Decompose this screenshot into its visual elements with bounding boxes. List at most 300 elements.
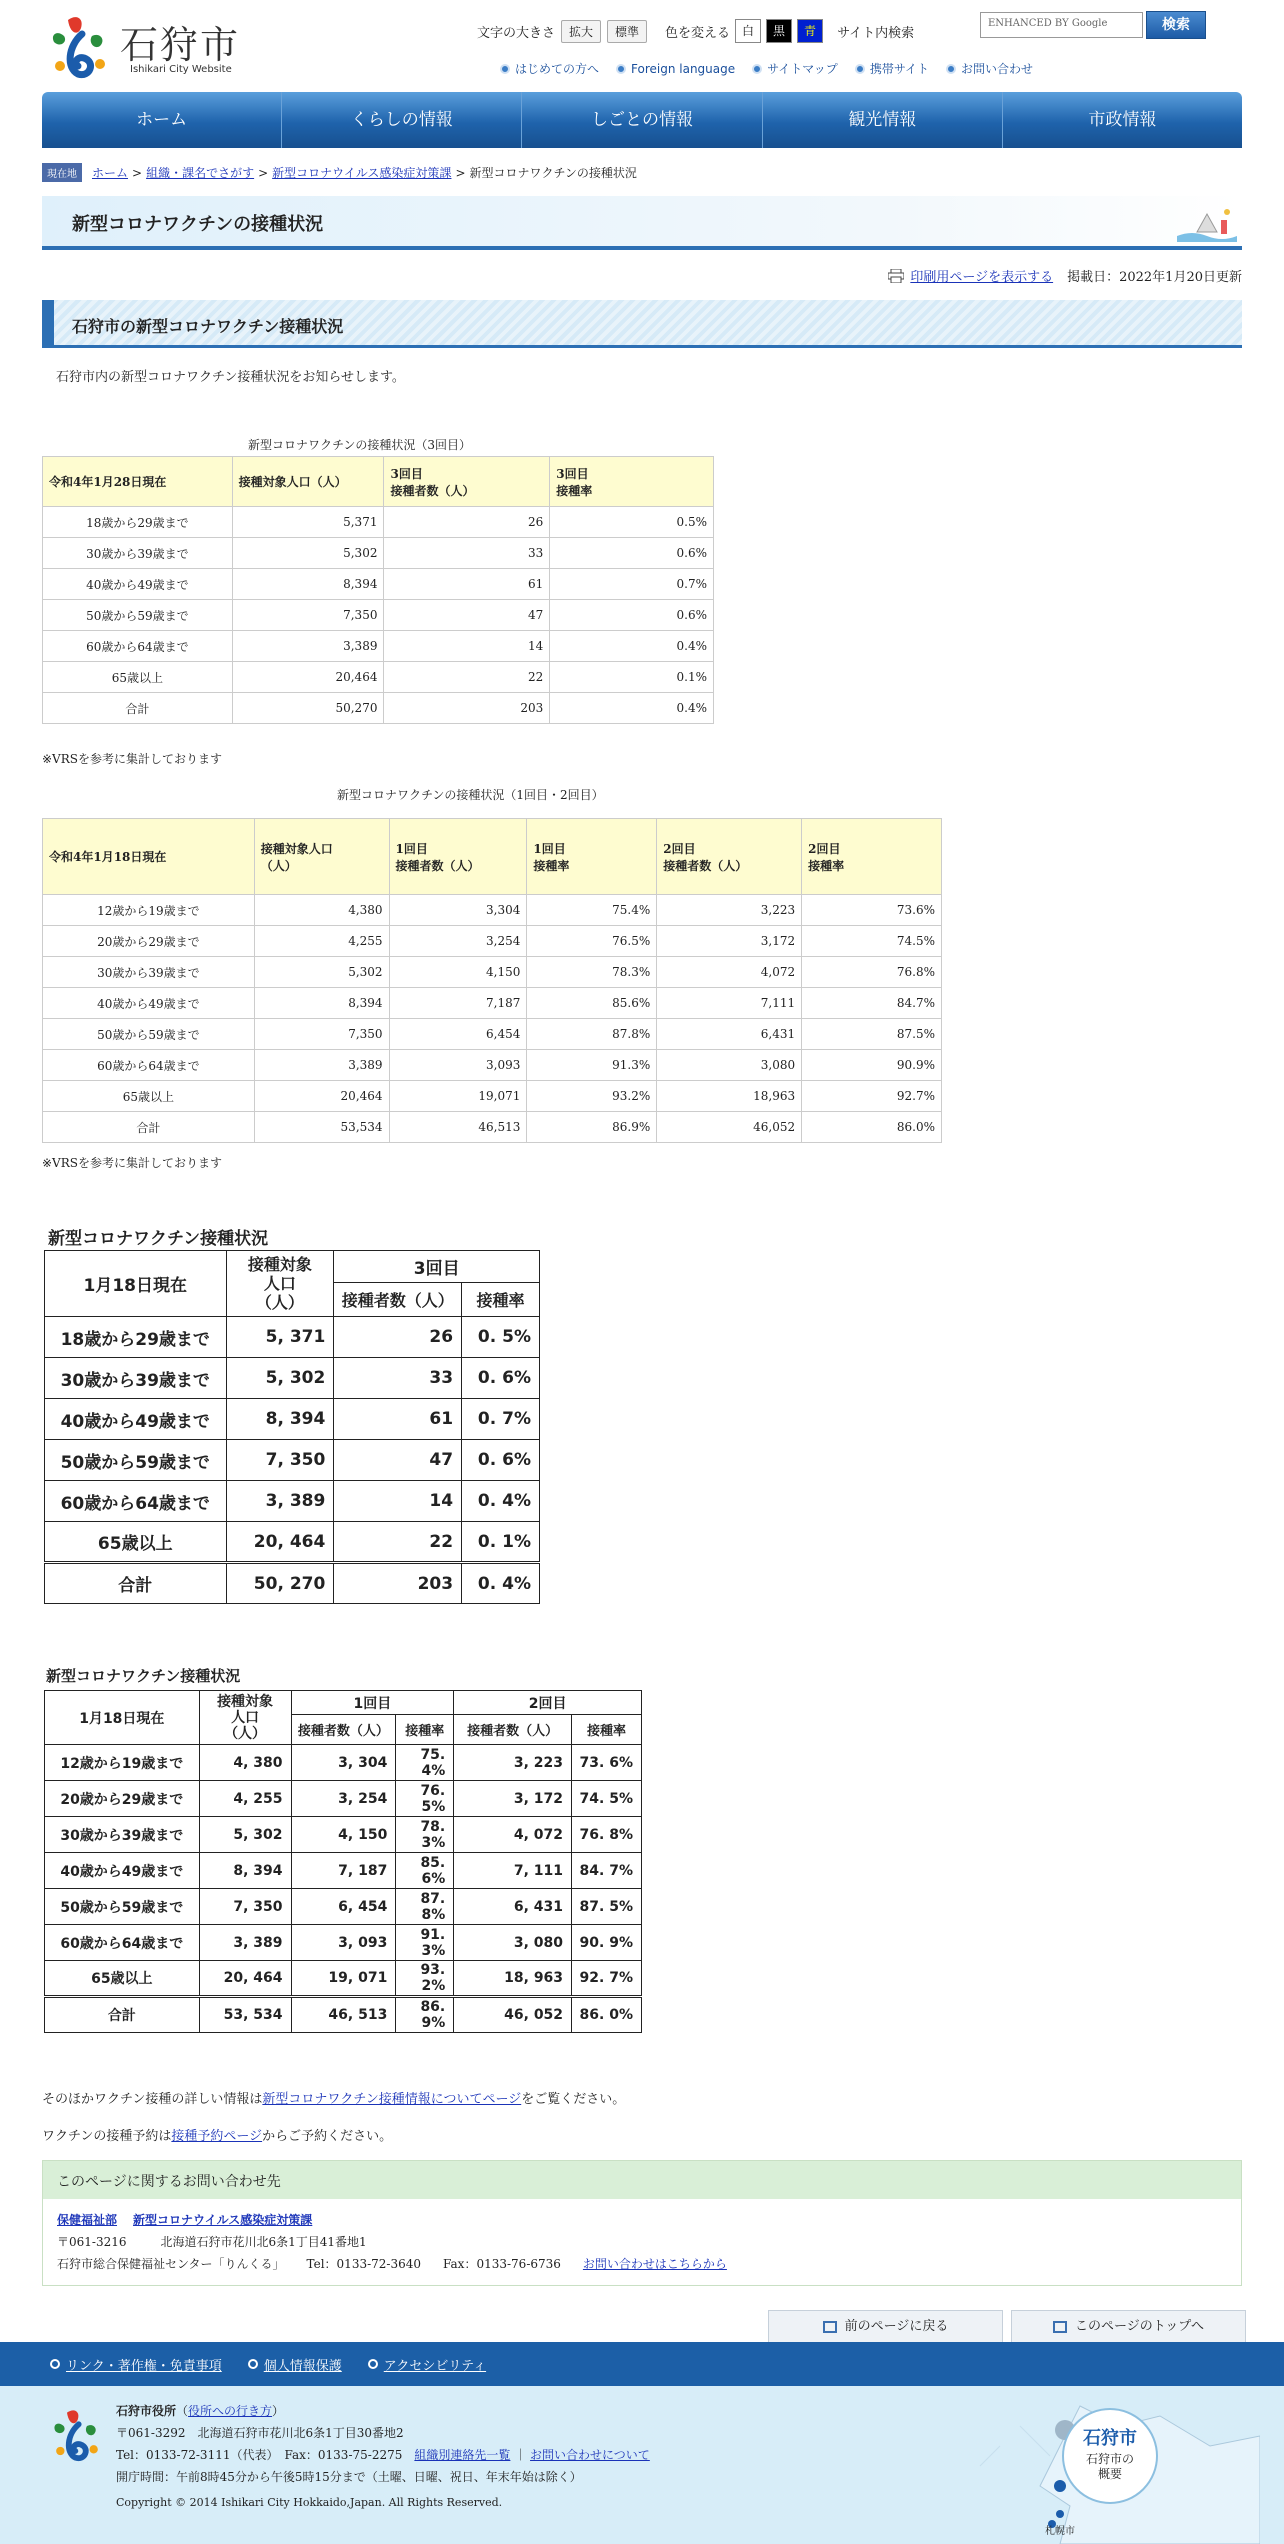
table-cell: 87. 5% — [572, 1889, 642, 1925]
table-3rd-dose — [42, 456, 714, 724]
font-enlarge-button[interactable]: 拡大 — [561, 20, 601, 43]
table-cell: 0.4% — [550, 693, 714, 724]
intro-text: 石狩市内の新型コロナワクチン接種状況をお知らせします。 — [56, 370, 405, 385]
table-cell: 7,350 — [232, 600, 384, 631]
table-header: 3回目 接種率 — [550, 457, 714, 507]
table-cell: 78. 3% — [396, 1817, 454, 1853]
contact-address: 北海道石狩市花川北6条1丁目41番地1 — [160, 2235, 367, 2249]
up-arrow-icon — [1053, 2321, 1067, 2333]
footer-info: 石狩市役所（役所への行き方） 〒061-3292 北海道石狩市花川北6条1丁目30番地2 Tel：0133-72-3111（代表） Fax：0133-75-2275 組織別連絡先一覧 ｜ お問い合わせについて 開庁時間：午前8時45分から午後5時15分まで（土曜、日曜、祝日、年末年始は除く） Copyright © 2014 Ishikari City Hokkaido,Japan. All Rights Reserved. — [116, 2400, 650, 2514]
table-cell: 0. 4% — [462, 1481, 540, 1522]
table-row — [43, 1019, 942, 1050]
nav-living[interactable]: くらしの情報 — [282, 92, 522, 148]
table-cell: 46, 513 — [291, 1997, 396, 2033]
table-cell: 4, 072 — [454, 1817, 572, 1853]
row-label: 50歳から59歳まで — [43, 1019, 255, 1050]
page-buttons — [760, 2310, 1246, 2344]
image-table-header: 接種者数（人） — [334, 1283, 462, 1317]
table-row — [45, 1440, 540, 1481]
table-row — [43, 507, 714, 538]
table-row — [45, 1817, 642, 1853]
table-row — [43, 926, 942, 957]
table-cell: 93.2% — [527, 1081, 657, 1112]
table-cell: 20,464 — [254, 1081, 389, 1112]
table-cell: 3, 172 — [454, 1781, 572, 1817]
table-cell: 33 — [334, 1358, 462, 1399]
table-cell: 0.6% — [550, 600, 714, 631]
vrs-note: ※VRSを参考に集計しております — [42, 752, 222, 766]
city-logo-icon — [50, 2406, 104, 2466]
row-label: 40歳から49歳まで — [45, 1399, 227, 1440]
image-table-12-title: 新型コロナワクチン接種状況 — [46, 1667, 241, 1685]
table-header: 1回目 接種率 — [527, 819, 657, 895]
table-row — [43, 631, 714, 662]
table-header: 1回目 接種者数（人） — [389, 819, 527, 895]
back-button[interactable]: 前のページに戻る — [768, 2310, 1003, 2344]
bullet-icon — [500, 64, 510, 74]
table-cell: 92. 7% — [572, 1961, 642, 1997]
table-cell: 3,304 — [389, 895, 527, 926]
table-cell: 53, 534 — [199, 1997, 291, 2033]
contact-fax: Fax：0133-76-6736 — [443, 2257, 561, 2271]
table-cell: 47 — [334, 1440, 462, 1481]
breadcrumb-current: 新型コロナワクチンの接種状況 — [469, 166, 637, 180]
table-row — [45, 1781, 642, 1817]
row-label: 30歳から39歳まで — [45, 1358, 227, 1399]
bullet-icon — [855, 64, 865, 74]
table-cell: 6,454 — [389, 1019, 527, 1050]
bullet-icon — [616, 64, 626, 74]
table-cell: 7, 350 — [199, 1889, 291, 1925]
table-12-caption: 新型コロナワクチンの接種状況（1回目・2回目） — [337, 788, 604, 802]
map-city-name: 石狩市 — [1083, 2428, 1137, 2449]
nav-home[interactable]: ホーム — [42, 92, 282, 148]
table-cell: 19, 071 — [291, 1961, 396, 1997]
footer-link-privacy[interactable]: 個人情報保護 — [248, 2355, 342, 2374]
bullet-icon — [50, 2359, 60, 2369]
table-1st-2nd-dose — [42, 818, 942, 1143]
table-cell: 87.8% — [527, 1019, 657, 1050]
table-cell: 5, 302 — [199, 1817, 291, 1853]
footer-inquiry-link[interactable]: お問い合わせについて — [530, 2448, 650, 2462]
table-cell: 8,394 — [232, 569, 384, 600]
table-row — [45, 1358, 540, 1399]
search-button[interactable]: 検索 — [1146, 11, 1206, 39]
image-table-header: 1月18日現在 — [45, 1251, 227, 1317]
table-cell: 76. 5% — [396, 1781, 454, 1817]
table-cell: 33 — [384, 538, 550, 569]
accessibility-tools — [477, 18, 914, 44]
row-label: 40歳から49歳まで — [43, 988, 255, 1019]
table-cell: 20,464 — [232, 662, 384, 693]
map-sapporo-label: 札幌市 — [1045, 2526, 1075, 2537]
table-cell: 84.7% — [802, 988, 942, 1019]
breadcrumb-here-badge: 現在地 — [42, 163, 82, 182]
search-input[interactable]: ENHANCED BY Google — [980, 12, 1143, 38]
table-cell: 86. 0% — [572, 1997, 642, 2033]
table-cell: 0.7% — [550, 569, 714, 600]
image-table-header: 接種率 — [462, 1283, 540, 1317]
table-row — [45, 1481, 540, 1522]
row-label: 合計 — [43, 1112, 255, 1143]
table-row — [43, 538, 714, 569]
section-heading: 石狩市の新型コロナワクチン接種状況 — [72, 317, 344, 336]
contact-center: 石狩市総合保健福祉センター「りんくる」 — [57, 2257, 285, 2271]
table-row — [43, 1081, 942, 1112]
table-cell: 3, 080 — [454, 1925, 572, 1961]
row-label: 18歳から29歳まで — [43, 507, 233, 538]
table-cell: 50, 270 — [226, 1563, 334, 1604]
seaside-illustration-icon — [1177, 202, 1237, 242]
footer-link-copyright[interactable]: リンク・著作権・免責事項 — [50, 2355, 222, 2374]
table-cell: 0.4% — [550, 631, 714, 662]
table-cell: 5, 302 — [226, 1358, 334, 1399]
table-cell: 3, 389 — [226, 1481, 334, 1522]
print-page-link[interactable]: 印刷用ページを表示する — [910, 270, 1054, 285]
table-cell: 0.5% — [550, 507, 714, 538]
bullet-icon — [946, 64, 956, 74]
row-label: 65歳以上 — [43, 1081, 255, 1112]
table-cell: 4,255 — [254, 926, 389, 957]
table-row — [43, 957, 942, 988]
table-cell: 4,072 — [657, 957, 802, 988]
table-cell: 46, 052 — [454, 1997, 572, 2033]
breadcrumb-org-search[interactable]: 組織・課名でさがす — [146, 166, 255, 180]
table-cell: 7, 187 — [291, 1853, 396, 1889]
breadcrumb-separator: > — [132, 165, 143, 180]
info-line-details: そのほかワクチン接種の詳しい情報は新型コロナワクチン接種情報についてページをご覧ください。 — [42, 2092, 626, 2107]
footer-map-banner[interactable] — [960, 2386, 1260, 2544]
table-cell: 73. 6% — [572, 1745, 642, 1781]
image-table-header: 1月18日現在 — [45, 1691, 200, 1745]
row-label: 40歳から49歳まで — [45, 1853, 200, 1889]
table-cell: 5,302 — [254, 957, 389, 988]
row-label: 60歳から64歳まで — [45, 1481, 227, 1522]
table-row — [43, 569, 714, 600]
row-label: 12歳から19歳まで — [45, 1745, 200, 1781]
section-heading-bar — [42, 300, 54, 345]
image-table-header: 2回目 — [454, 1691, 642, 1715]
contact-box — [42, 2160, 1242, 2286]
table-cell: 61 — [384, 569, 550, 600]
table-cell: 85. 6% — [396, 1853, 454, 1889]
table-cell: 85.6% — [527, 988, 657, 1019]
table-row — [43, 895, 942, 926]
table-cell: 0. 1% — [462, 1522, 540, 1563]
table-row — [45, 1563, 540, 1604]
row-label: 合計 — [45, 1563, 227, 1604]
table-cell: 0. 7% — [462, 1399, 540, 1440]
posted-date: 掲載日：2022年1月20日更新 — [1067, 270, 1242, 285]
table-cell: 76. 8% — [572, 1817, 642, 1853]
breadcrumb-covid-division[interactable]: 新型コロナウイルス感染症対策課 — [272, 166, 452, 180]
section-heading-box — [42, 300, 1242, 348]
table-row — [45, 1745, 642, 1781]
table-cell: 203 — [334, 1563, 462, 1604]
table-row — [45, 1522, 540, 1563]
table-cell: 75. 4% — [396, 1745, 454, 1781]
table-cell: 5,371 — [232, 507, 384, 538]
site-header — [0, 0, 1284, 92]
header-sublinks — [500, 60, 1050, 77]
table-row — [43, 600, 714, 631]
row-label: 40歳から49歳まで — [43, 569, 233, 600]
table-cell: 19,071 — [389, 1081, 527, 1112]
table-cell: 73.6% — [802, 895, 942, 926]
table-header: 2回目 接種率 — [802, 819, 942, 895]
contact-section-link[interactable]: 新型コロナウイルス感染症対策課 — [133, 2213, 313, 2227]
table-cell: 4,150 — [389, 957, 527, 988]
page-title: 新型コロナワクチンの接種状況 — [72, 214, 324, 235]
table-cell: 74. 5% — [572, 1781, 642, 1817]
table-cell: 86. 9% — [396, 1997, 454, 2033]
table-cell: 78.3% — [527, 957, 657, 988]
table-cell: 20, 464 — [199, 1961, 291, 1997]
bullet-icon — [752, 64, 762, 74]
table-cell: 203 — [384, 693, 550, 724]
table-cell: 0. 5% — [462, 1317, 540, 1358]
nav-tourism[interactable]: 観光情報 — [763, 92, 1003, 148]
table-cell: 53,534 — [254, 1112, 389, 1143]
table-cell: 7,350 — [254, 1019, 389, 1050]
row-label: 12歳から19歳まで — [43, 895, 255, 926]
table-cell: 7, 350 — [226, 1440, 334, 1481]
row-label: 30歳から39歳まで — [43, 538, 233, 569]
table-header: 3回目 接種者数（人） — [384, 457, 550, 507]
table-cell: 0. 6% — [462, 1440, 540, 1481]
footer — [0, 2386, 1284, 2544]
table-cell: 14 — [334, 1481, 462, 1522]
table-cell: 20, 464 — [226, 1522, 334, 1563]
bullet-icon — [248, 2359, 258, 2369]
table-cell: 47 — [384, 600, 550, 631]
table-cell: 92.7% — [802, 1081, 942, 1112]
table-cell: 86.9% — [527, 1112, 657, 1143]
table-cell: 7,187 — [389, 988, 527, 1019]
table-cell: 90. 9% — [572, 1925, 642, 1961]
image-table-header: 接種率 — [396, 1715, 454, 1745]
table-cell: 75.4% — [527, 895, 657, 926]
nav-city-government[interactable]: 市政情報 — [1088, 110, 1157, 130]
table-cell: 18, 963 — [454, 1961, 572, 1997]
table-cell: 0. 4% — [462, 1563, 540, 1604]
table-row — [43, 1112, 942, 1143]
row-label: 60歳から64歳まで — [43, 631, 233, 662]
nav-business[interactable]: しごとの情報 — [522, 92, 762, 148]
image-table-header: 接種率 — [572, 1715, 642, 1745]
sublink-sitemap[interactable]: サイトマップ — [752, 60, 838, 77]
table-cell: 18,963 — [657, 1081, 802, 1112]
table-cell: 3,093 — [389, 1050, 527, 1081]
contact-dept-link[interactable]: 保健福祉部 — [57, 2213, 118, 2227]
table-header: 令和4年1月18日現在 — [43, 819, 255, 895]
table-3rd-caption: 新型コロナワクチンの接種状況（3回目） — [248, 438, 472, 452]
footer-link-accessibility[interactable]: アクセシビリティ — [368, 2355, 486, 2374]
table-row — [45, 1925, 642, 1961]
table-cell: 3,172 — [657, 926, 802, 957]
image-table-header: 1回目 — [291, 1691, 454, 1715]
table-cell: 4, 380 — [199, 1745, 291, 1781]
table-header: 2回目 接種者数（人） — [657, 819, 802, 895]
table-cell: 87.5% — [802, 1019, 942, 1050]
row-label: 65歳以上 — [45, 1961, 200, 1997]
contact-zip: 〒061-3216 — [57, 2235, 127, 2249]
row-label: 30歳から39歳まで — [45, 1817, 200, 1853]
breadcrumb-home[interactable]: ホーム — [92, 166, 129, 180]
row-label: 60歳から64歳まで — [43, 1050, 255, 1081]
table-cell: 46,052 — [657, 1112, 802, 1143]
table-cell: 3, 304 — [291, 1745, 396, 1781]
page-top-button[interactable]: このページのトップへ — [1011, 2310, 1246, 2344]
reservation-link[interactable]: 接種予約ページ — [171, 2129, 263, 2144]
breadcrumb-separator: > — [455, 165, 466, 180]
image-table-1st-2nd-dose — [44, 1690, 642, 2033]
table-row — [43, 693, 714, 724]
table-row — [45, 1997, 642, 2033]
table-cell: 7, 111 — [454, 1853, 572, 1889]
table-cell: 3,254 — [389, 926, 527, 957]
map-city-circle[interactable] — [1062, 2408, 1158, 2504]
printer-icon — [888, 269, 904, 283]
image-table-header: 接種対象 人口 （人） — [226, 1251, 334, 1317]
site-logo-subtitle: Ishikari City Website — [130, 64, 232, 75]
sublink-mobile[interactable]: 携帯サイト — [855, 60, 929, 77]
footer-copyright: Copyright © 2014 Ishikari City Hokkaido,Japan. All Rights Reserved. — [116, 2496, 503, 2509]
table-cell: 14 — [384, 631, 550, 662]
table-cell: 6,431 — [657, 1019, 802, 1050]
city-logo-icon[interactable] — [48, 12, 112, 84]
table-cell: 4, 150 — [291, 1817, 396, 1853]
table-cell: 0.6% — [550, 538, 714, 569]
row-label: 20歳から29歳まで — [45, 1781, 200, 1817]
table-header: 令和4年1月28日現在 — [43, 457, 233, 507]
table-cell: 46,513 — [389, 1112, 527, 1143]
row-label: 65歳以上 — [45, 1522, 227, 1563]
page-title-box — [42, 196, 1242, 250]
footer-org-contacts-link[interactable]: 組織別連絡先一覧 — [414, 2448, 511, 2462]
image-table-header: 3回目 — [334, 1251, 540, 1283]
info-line-reservation: ワクチンの接種予約は接種予約ページからご予約ください。 — [42, 2129, 393, 2144]
color-label: 色を変える — [665, 25, 731, 41]
contact-body — [43, 2199, 1241, 2285]
vrs-note: ※VRSを参考に集計しております — [42, 1156, 222, 1170]
contact-heading: このページに関するお問い合わせ先 — [43, 2161, 1241, 2199]
breadcrumb — [42, 163, 637, 182]
sublink-contact[interactable]: お問い合わせ — [946, 60, 1033, 77]
bullet-icon — [368, 2359, 378, 2369]
row-label: 20歳から29歳まで — [43, 926, 255, 957]
table-cell: 6, 454 — [291, 1889, 396, 1925]
image-table-header: 接種者数（人） — [454, 1715, 572, 1745]
map-city-overview: 石狩市の 概要 — [1085, 2452, 1134, 2481]
table-cell: 61 — [334, 1399, 462, 1440]
table-row — [45, 1889, 642, 1925]
table-row — [43, 988, 942, 1019]
breadcrumb-separator: > — [258, 165, 269, 180]
row-label: 50歳から59歳まで — [43, 600, 233, 631]
site-search-label: サイト内検索 — [837, 25, 915, 41]
table-cell: 0.1% — [550, 662, 714, 693]
sublink-foreign-language[interactable]: Foreign language — [616, 60, 735, 77]
image-table-header: 接種対象 人口 （人） — [199, 1691, 291, 1745]
row-label: 30歳から39歳まで — [43, 957, 255, 988]
back-arrow-icon — [823, 2321, 837, 2333]
table-row — [43, 662, 714, 693]
table-cell: 8, 394 — [199, 1853, 291, 1889]
row-label: 18歳から29歳まで — [45, 1317, 227, 1358]
table-cell: 4,380 — [254, 895, 389, 926]
table-header: 接種対象人口 （人） — [254, 819, 389, 895]
table-cell: 3, 223 — [454, 1745, 572, 1781]
print-line — [888, 266, 1242, 285]
table-cell: 8, 394 — [226, 1399, 334, 1440]
table-row — [45, 1961, 642, 1997]
row-label: 50歳から59歳まで — [45, 1440, 227, 1481]
table-cell: 3, 093 — [291, 1925, 396, 1961]
table-cell: 3, 254 — [291, 1781, 396, 1817]
contact-tel: Tel：0133-72-3640 — [306, 2257, 422, 2271]
table-cell: 7,111 — [657, 988, 802, 1019]
sublink-beginners[interactable]: はじめての方へ — [500, 60, 599, 77]
color-black-button[interactable]: 黒 — [766, 19, 792, 43]
global-nav — [42, 92, 1242, 148]
row-label: 65歳以上 — [43, 662, 233, 693]
table-cell: 4, 255 — [199, 1781, 291, 1817]
table-cell: 91.3% — [527, 1050, 657, 1081]
footer-hours: 開庁時間：午前8時45分から午後5時15分まで（土曜、日曜、祝日、年末年始は除く） — [116, 2470, 582, 2484]
footer-tel: Tel：0133-72-3111（代表） Fax：0133-75-2275 — [116, 2448, 403, 2462]
footer-links-bar — [0, 2342, 1284, 2386]
table-row — [45, 1853, 642, 1889]
table-cell: 86.0% — [802, 1112, 942, 1143]
row-label: 合計 — [45, 1997, 200, 2033]
table-cell: 84. 7% — [572, 1853, 642, 1889]
table-cell: 74.5% — [802, 926, 942, 957]
footer-address: 〒061-3292 北海道石狩市花川北6条1丁目30番地2 — [116, 2426, 404, 2440]
site-logo-text[interactable]: 石狩市 — [120, 23, 241, 67]
vaccine-info-link[interactable]: 新型コロナワクチン接種情報についてページ — [262, 2092, 522, 2107]
table-cell: 26 — [384, 507, 550, 538]
table-cell: 93. 2% — [396, 1961, 454, 1997]
table-cell: 90.9% — [802, 1050, 942, 1081]
table-row — [45, 1317, 540, 1358]
table-cell: 6, 431 — [454, 1889, 572, 1925]
contact-form-link[interactable]: お問い合わせはこちらから — [582, 2257, 727, 2271]
row-label: 50歳から59歳まで — [45, 1889, 200, 1925]
table-cell: 3,389 — [232, 631, 384, 662]
table-cell: 50,270 — [232, 693, 384, 724]
color-white-button[interactable]: 白 — [735, 19, 761, 43]
table-cell: 5, 371 — [226, 1317, 334, 1358]
table-cell: 87. 8% — [396, 1889, 454, 1925]
footer-access-link[interactable]: 役所への行き方 — [188, 2404, 273, 2418]
image-table-3rd-title: 新型コロナワクチン接種状況 — [48, 1229, 269, 1249]
table-cell: 22 — [334, 1522, 462, 1563]
table-row — [43, 1050, 942, 1081]
color-blue-button[interactable]: 青 — [797, 19, 823, 43]
table-cell: 3,223 — [657, 895, 802, 926]
table-cell: 76.8% — [802, 957, 942, 988]
row-label: 合計 — [43, 693, 233, 724]
image-table-3rd-dose — [44, 1250, 540, 1604]
table-cell: 26 — [334, 1317, 462, 1358]
image-table-header: 接種者数（人） — [291, 1715, 396, 1745]
table-cell: 3,389 — [254, 1050, 389, 1081]
row-label: 60歳から64歳まで — [45, 1925, 200, 1961]
table-header: 接種対象人口（人） — [232, 457, 384, 507]
table-cell: 3, 389 — [199, 1925, 291, 1961]
font-standard-button[interactable]: 標準 — [607, 20, 647, 43]
